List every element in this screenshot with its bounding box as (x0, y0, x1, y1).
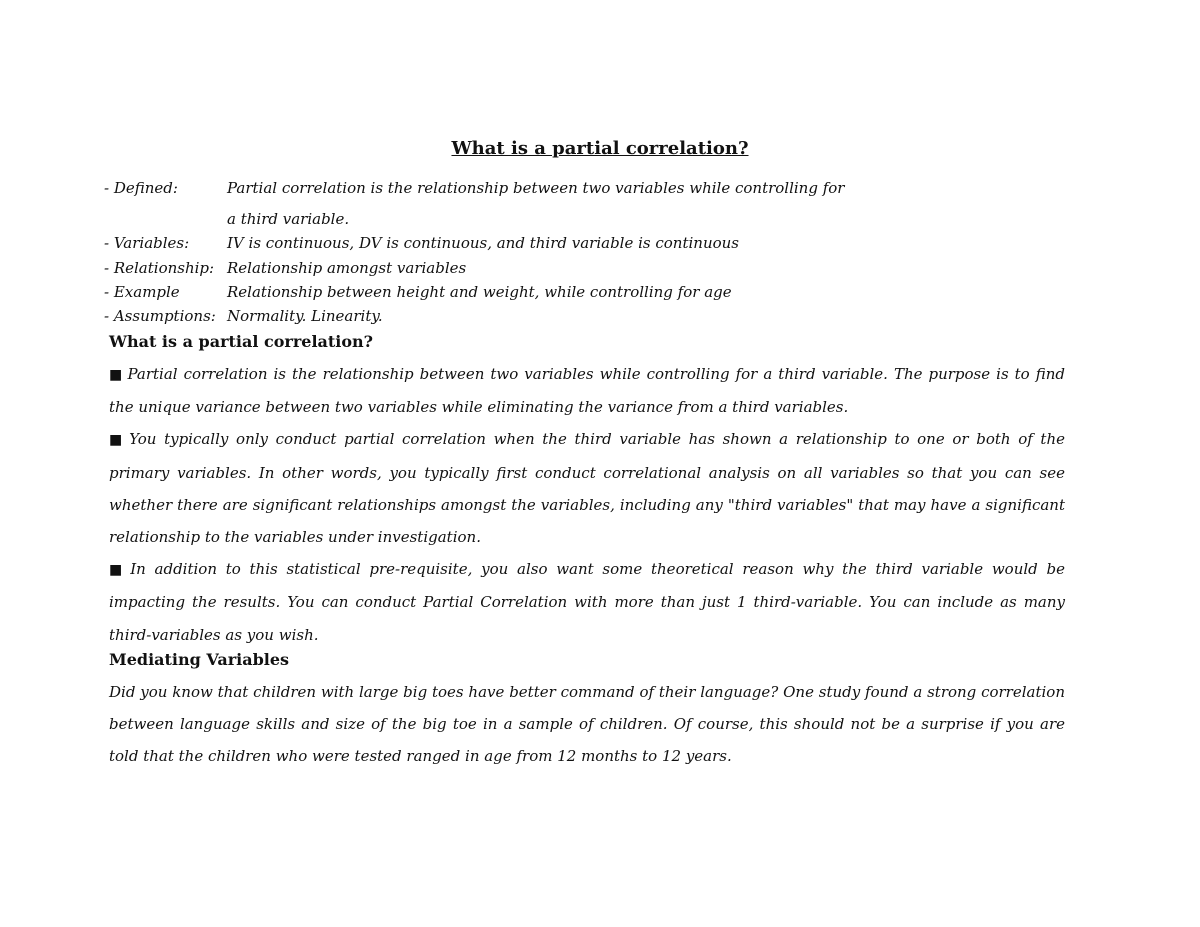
bullet-text: Partial correlation is the relationship between two variables while controlling for a third variable. The purpose is to find the unique variance between two variables while eliminating the variance from a third variables. (109, 365, 1065, 417)
definition-text: Normality. Linearity. (227, 307, 383, 325)
bullet-item (109, 553, 1065, 651)
page-title: What is a partial correlation? (451, 138, 749, 159)
definition-row-example (104, 282, 732, 302)
definition-continuation: a third variable. (227, 210, 350, 228)
definition-row-relationship (104, 258, 466, 278)
square-bullet-icon: ■ (109, 562, 127, 579)
definition-label: - Assumptions: (104, 307, 216, 325)
definition-label: - Variables: (104, 234, 190, 252)
bullet-item (109, 358, 1065, 423)
definition-label: - Relationship: (104, 259, 215, 277)
bullet-text: You typically only conduct partial correlation when the third variable has shown a relationship to one or both of the primary variables. In other words, you typically first conduct correlational analysis on all variables so that you can see whether there are significant relationships amongst the variables, including any "third variables" that may have a significant relationship to the variables under investigation. (109, 430, 1066, 547)
definition-text: Relationship between height and weight, while controlling for age (227, 283, 732, 301)
definition-row-assumptions (104, 306, 383, 326)
definition-label: - Example (104, 283, 180, 301)
mediating-variables-paragraph: Did you know that children with large big toes have better command of their language? One study found a strong correlation between language skills and size of the big toe in a sample of children. Of course, this should not be a surprise if you are told that the children who were tested ranged in age from 12 months to 12 years. (109, 683, 1065, 766)
definition-label: - Defined: (104, 179, 178, 197)
square-bullet-icon: ■ (109, 367, 124, 383)
bullet-list (109, 358, 1065, 651)
bullet-text: In addition to this statistical pre-requisite, you also want some theoretical reason why the third variable would be impacting the results. You can conduct Partial Correlation with more than just 1 third-variable. You can include as many third-variables as you wish. (109, 560, 1065, 644)
section-heading-partial-correlation: What is a partial correlation? (109, 332, 374, 351)
bullet-item (109, 423, 1065, 553)
definition-text: IV is continuous, DV is continuous, and third variable is continuous (227, 234, 740, 252)
definition-text: Partial correlation is the relationship between two variables while controlling for (227, 179, 845, 197)
section-heading-mediating-variables: Mediating Variables (109, 650, 290, 669)
square-bullet-icon: ■ (109, 432, 126, 449)
definition-text: Relationship amongst variables (227, 259, 467, 277)
definition-row-defined (104, 178, 844, 198)
definition-row-variables (104, 233, 739, 253)
